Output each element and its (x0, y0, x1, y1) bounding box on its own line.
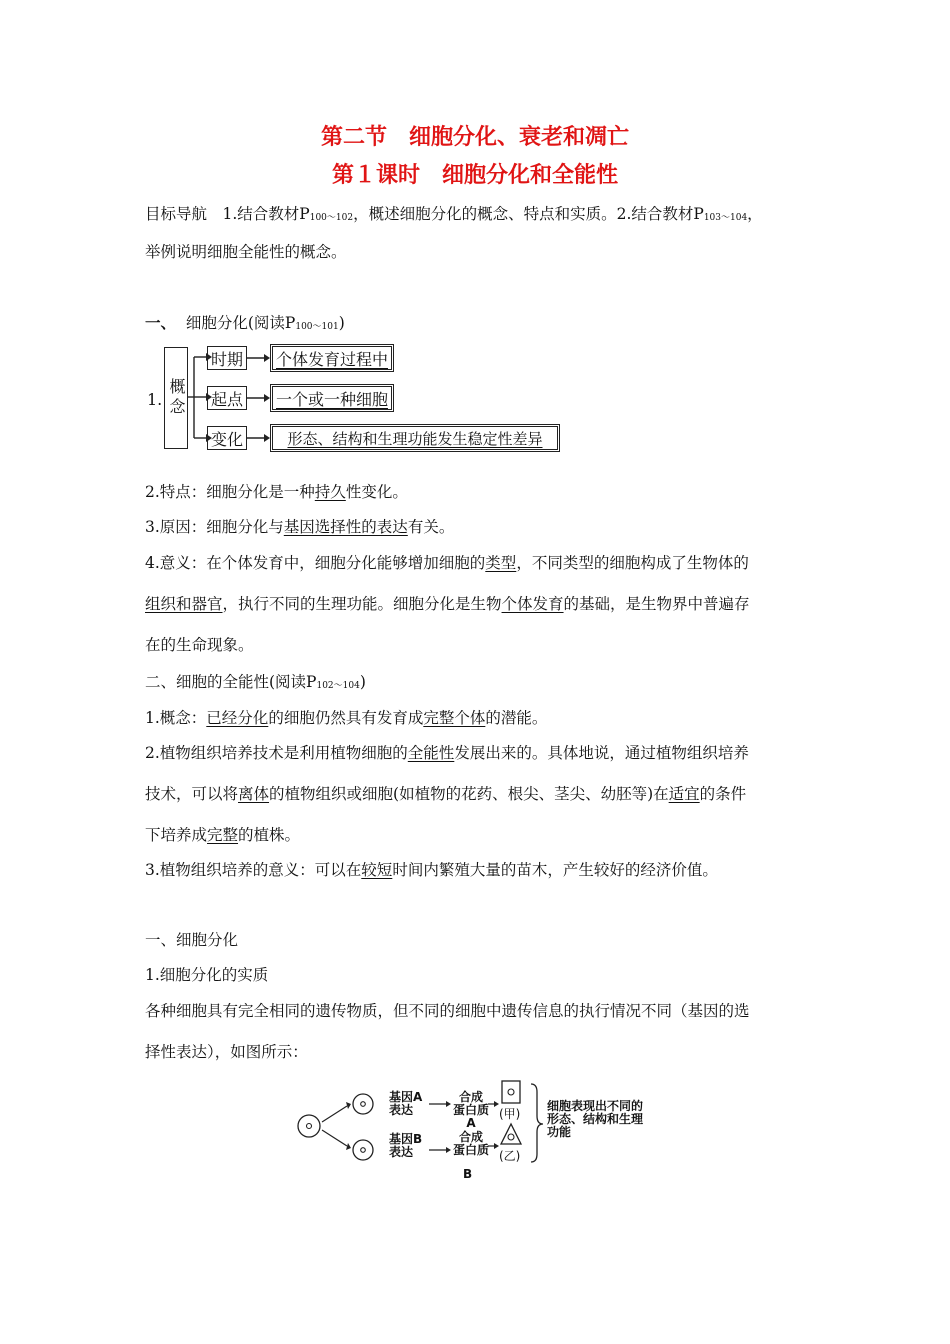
paragraph-feature: 2.特点：细胞分化是一种持久性变化。 (145, 483, 408, 501)
origin-value-box: 一个或一种细胞 (270, 384, 394, 412)
section-title: 第二节 细胞分化、衰老和凋亡 (320, 125, 629, 150)
paragraph-cause: 3.原因：细胞分化与基因选择性的表达有关。 (145, 518, 455, 536)
gene-b-label: 基因B 表达 (389, 1132, 423, 1159)
paragraph-culture-significance: 3.植物组织培养的意义：可以在较短时间内繁殖大量的苗木，产生较好的经济价值。 (145, 861, 718, 879)
change-value-box: 形态、结构和生理功能发生稳定性差异 (270, 424, 560, 452)
cell-jia-label: (甲) (499, 1107, 521, 1121)
paragraph-significance-end: 在的生命现象。 (145, 636, 254, 654)
paragraph-tissue-culture-end: 下培养成完整的植株。 (145, 826, 301, 844)
learning-goals: 目标导航 1.结合教材$P_{100\sim 102}$，概述细胞分化的概念、特点和实质。2.结合教材$P_{103\sim 104}$， (145, 205, 763, 223)
part2-paragraph-cont: 择性表达），如图所示： (145, 1043, 308, 1061)
paragraph-totipotency-concept: 1.概念：已经分化的细胞仍然具有发育成完整个体的潜能。 (145, 709, 548, 727)
paragraph-tissue-culture-cont: 技术，可以将离体的植物组织或细胞(如植物的花药、根尖、茎尖、幼胚等)在适宜的条件 (145, 785, 747, 803)
diagram-number: 1. (147, 390, 163, 409)
result-label: 细胞表现出不同的 形态、结构和生理 功能 (547, 1099, 644, 1139)
part2-heading: 一、细胞分化 (145, 931, 239, 949)
period-label-box: 时期 (207, 346, 247, 370)
cell-yi-label: (乙) (499, 1149, 521, 1163)
part2-paragraph: 各种细胞具有完全相同的遗传物质，但不同的细胞中遗传信息的执行情况不同（基因的选 (145, 1002, 750, 1020)
origin-label-box: 起点 (207, 386, 247, 410)
synth-a-label: 合成 蛋白质 A (452, 1090, 489, 1130)
part2-subheading: 1.细胞分化的实质 (145, 966, 269, 984)
concept-root-box: 概念 (164, 347, 188, 449)
paragraph-significance: 4.意义：在个体发育中，细胞分化能够增加细胞的类型，不同类型的细胞构成了生物体的 (145, 554, 749, 572)
paragraph-tissue-culture: 2.植物组织培养技术是利用植物细胞的全能性发展出来的。具体地说，通过植物组织培养 (145, 744, 749, 762)
arrow-period (247, 352, 271, 364)
learning-goals-cont: 举例说明细胞全能性的概念。 (145, 243, 347, 261)
section-heading-1: 一、 细胞分化(阅读$P_{100\sim 101}$) (145, 313, 345, 332)
gene-a-label: 基因A 表达 (389, 1090, 423, 1117)
lesson-title: 第１课时 细胞分化和全能性 (331, 163, 618, 188)
synth-b-label: 合成 蛋白质 (452, 1130, 489, 1157)
arrow-change (247, 432, 271, 444)
section-heading-2: 二、细胞的全能性(阅读$P_{102\sim 104}$) (145, 673, 366, 691)
change-label-box: 变化 (207, 426, 247, 450)
arrow-origin (247, 392, 271, 404)
protein-b-letter: B (463, 1167, 473, 1181)
paragraph-significance-cont: 组织和器官，执行不同的生理功能。细胞分化是生物个体发育的基础，是生物界中普遍存 (145, 595, 750, 613)
period-value-box: 个体发育过程中 (270, 344, 394, 372)
